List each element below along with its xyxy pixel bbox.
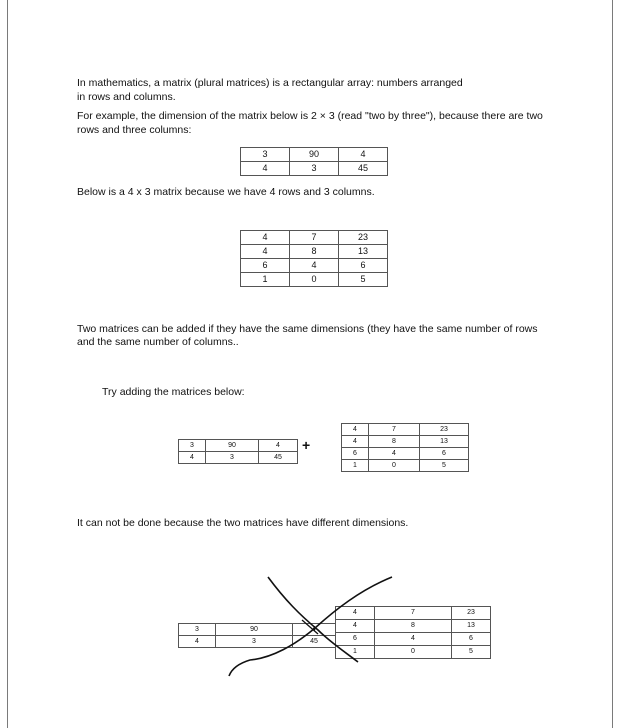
matrix-cell: 4 [259,440,298,452]
plus-sign: + [302,437,311,453]
matrix-cell: 6 [339,259,388,273]
matrix-cell: 6 [342,448,369,460]
matrix-cell: 0 [375,646,452,659]
matrix-cell: 3 [206,452,259,464]
matrix-cell: 90 [290,148,339,162]
matrix-cell: 45 [293,636,336,648]
matrix-cell: 7 [375,607,452,620]
matrix-cell: 5 [452,646,491,659]
cross-stroke-1 [268,577,358,662]
matrix-cell: 3 [179,440,206,452]
matrix-cell: 1 [342,460,369,472]
matrix-cell: 4 [342,436,369,448]
matrix-cell: 90 [216,624,293,636]
matrix-cell: 4 [290,259,339,273]
matrix-cell: 5 [339,273,388,287]
matrix-cell: 4 [293,624,336,636]
matrix-cell: 4 [369,448,420,460]
matrix-cell: 8 [290,245,339,259]
matrix-cell: 45 [339,162,388,176]
matrix-cell: 4 [375,633,452,646]
matrix-cell: 3 [179,624,216,636]
matrix-cell: 23 [420,424,469,436]
add-rule-line-2: and the same number of columns.. [77,336,239,348]
matrix-cell: 6 [336,633,375,646]
matrix-cell: 13 [420,436,469,448]
cannot-add-text: It can not be done because the two matrices have different dimensions. [77,517,409,529]
matrix-cell: 13 [452,620,491,633]
matrix-cell: 7 [369,424,420,436]
matrix-cell: 0 [290,273,339,287]
matrix-cell: 4 [241,162,290,176]
matrix-cell: 6 [452,633,491,646]
matrix-cell: 8 [375,620,452,633]
cross-stroke-2 [229,577,392,676]
matrix-cell: 4 [241,231,290,245]
matrix-cell: 3 [241,148,290,162]
matrix-cell: 1 [336,646,375,659]
matrix-cell: 8 [369,436,420,448]
four-by-three-text: Below is a 4 x 3 matrix because we have 4 rows and 3 columns. [77,186,375,198]
matrix-cell: 6 [420,448,469,460]
example-line-2: rows and three columns: [77,124,192,136]
matrix-cell: 6 [241,259,290,273]
matrix-cell: 3 [216,636,293,648]
matrix-cell: 13 [339,245,388,259]
example-line-1: For example, the dimension of the matrix below is 2 × 3 (read "two by three"), because there are two [77,110,543,122]
matrix-cell: 3 [290,162,339,176]
matrix-cell: 45 [259,452,298,464]
matrix-cell: 4 [179,452,206,464]
matrix-cell: 4 [336,607,375,620]
matrix-cell: 5 [420,460,469,472]
try-adding-text: Try adding the matrices below: [102,386,245,398]
matrix-cell: 1 [241,273,290,287]
matrix-cell: 4 [179,636,216,648]
matrix-cell: 23 [339,231,388,245]
matrix-cell: 90 [206,440,259,452]
matrix-cell: 4 [336,620,375,633]
matrix-cell: 4 [339,148,388,162]
matrix-cell: 0 [369,460,420,472]
intro-line-1: In mathematics, a matrix (plural matrices) is a rectangular array: numbers arranged [77,77,463,89]
matrix-cell: 23 [452,607,491,620]
intro-line-2: in rows and columns. [77,91,176,103]
add-rule-line-1: Two matrices can be added if they have the same dimensions (they have the same number of rows [77,323,538,335]
matrix-cell: 4 [241,245,290,259]
matrix-cell: 7 [290,231,339,245]
matrix-cell: 4 [342,424,369,436]
